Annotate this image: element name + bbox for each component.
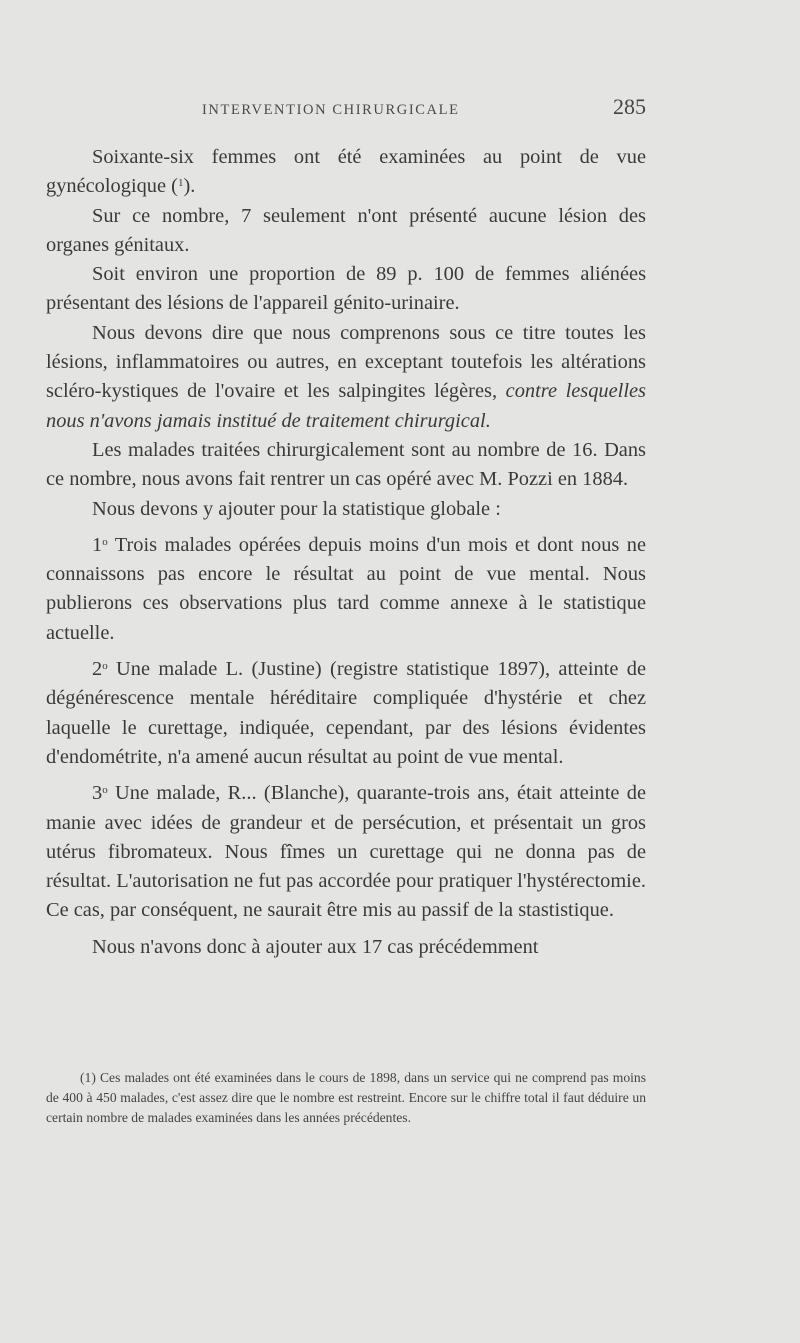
- paragraph-1: Soixante-six femmes ont été examinées au point de vue gynécologique ($^1$).: [46, 146, 646, 198]
- page-header: [46, 94, 646, 130]
- italic-phrase: contre lesquelles nous n'avons jamais institué de traitement chirurgical.: [46, 380, 646, 432]
- footnotes: [46, 1068, 646, 1127]
- page-number: 285: [613, 94, 646, 119]
- paragraph-3: Soit environ une proportion de 89 p. 100 de femmes aliénées présentant des lésions de l'appareil génito-urinaire.: [46, 263, 646, 315]
- paragraph-10: Nous n'avons donc à ajouter aux 17 cas précédemment: [92, 935, 539, 958]
- footnote-ref: 1: [177, 177, 184, 190]
- running-head: INTERVENTION CHIRURGICALE: [202, 102, 460, 118]
- paragraph-4: Nous devons dire que nous comprenons sous ce titre toutes les lésions, inflammatoires ou autres, en exceptant toutefois les altérations scléro-kystiques de l'ovaire et les salpingites légères, contre lesquelles nous n'avons jamais institué de traitement chirurgical.: [46, 321, 646, 432]
- list-item-2: 2$^o$ Une malade L. (Justine) (registre statistique 1897), atteinte de dégénérescence mentale héréditaire compliquée d'hystérie et chez laquelle le curettage, indiquée, cependant, par des lésions évidentes d'endométrite, n'a amené aucun résultat au point de vue mental.: [46, 658, 646, 768]
- footnote-1: (1) Ces malades ont été examinées dans le cours de 1898, dans un service qui ne comprend pas moins de 400 à 450 malades, c'est assez dire que le nombre est restreint. Encore sur le chiffre total il faut déduire un certain nombre de malades examinées dans les années précédentes.: [46, 1070, 646, 1125]
- paragraph-5: Les malades traitées chirurgicalement sont au nombre de 16. Dans ce nombre, nous avons fait rentrer un cas opéré avec M. Pozzi en 1884.: [46, 438, 646, 491]
- paragraph-2: Sur ce nombre, 7 seulement n'ont présenté aucune lésion des organes génitaux.: [46, 204, 646, 256]
- list-item-3: 3$^o$ Une malade, R... (Blanche), quarante-trois ans, était atteinte de manie avec idées de grandeur et de persécution, et présentait un gros utérus fibromateux. Nous fîmes un curettage qui ne donna pas de résultat. L'autorisation ne fut pas accordée pour pratiquer l'hystérectomie. Ce cas, par conséquent, ne saurait être mis au passif de la stastistique.: [46, 782, 646, 922]
- list-item-1: 1$^o$ Trois malades opérées depuis moins d'un mois et dont nous ne connaissons pas encore le résultat au point de vue mental. Nous publierons ces observations plus tard comme annexe à le statistique actuelle.: [46, 533, 646, 644]
- body-text: [46, 143, 646, 962]
- paragraph-6: Nous devons y ajouter pour la statistique globale :: [92, 497, 501, 520]
